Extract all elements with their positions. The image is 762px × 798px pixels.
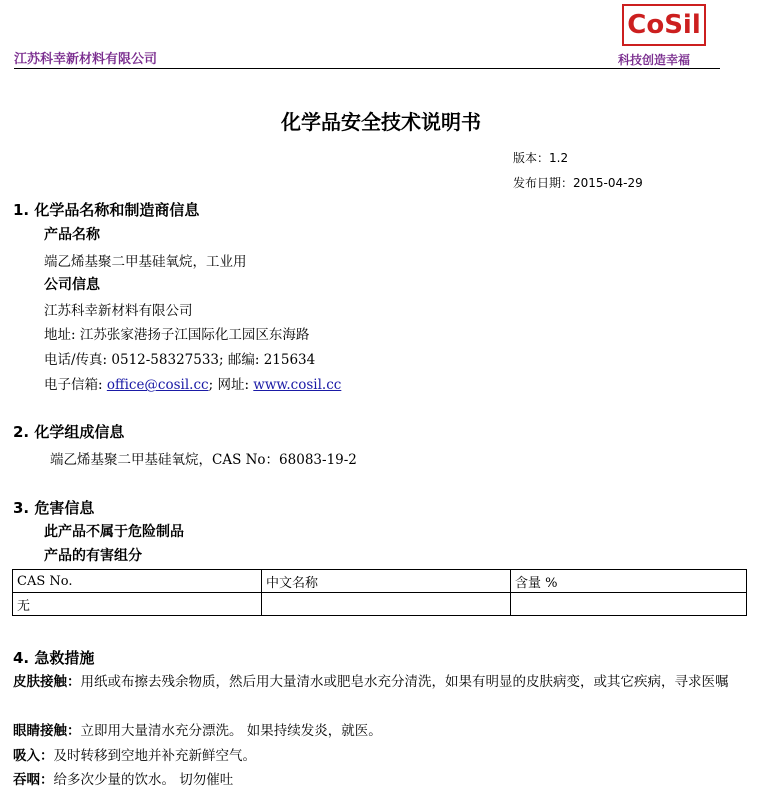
composition-text: 端乙烯基聚二甲基硅氧烷，CAS No：68083-19-2: [50, 452, 357, 468]
hazard-table: [12, 569, 747, 616]
table-header-cell: CAS No.: [13, 570, 262, 593]
table-header-cell: 含量 %: [511, 570, 747, 593]
email-link[interactable]: office@cosil.cc: [106, 377, 209, 393]
product-name-label: 产品名称: [44, 227, 100, 243]
company-phone: 电话/传真: 0512-58327533; 邮编: 215634: [44, 352, 316, 368]
date-value: 2015-04-29: [573, 176, 643, 190]
section-3-heading: 3. 危害信息: [13, 499, 95, 517]
inhalation-paragraph: 吸入：及时转移到空地并补充新鲜空气。: [13, 748, 256, 764]
swallow-label: 吞咽：: [13, 772, 54, 788]
version-line: 版本：1.2: [513, 151, 569, 165]
eye-contact-paragraph: 眼睛接触：立即用大量清水充分漂洗。 如果持续发炎，就医。: [13, 723, 382, 739]
hazard-table-title: 产品的有害组分: [44, 548, 142, 564]
section-1-heading: 1. 化学品名称和制造商信息: [13, 201, 200, 219]
logo-slogan: 科技创造幸福: [618, 53, 691, 67]
company-name: 江苏科幸新材料有限公司: [44, 303, 193, 319]
table-cell: [511, 593, 747, 616]
section-2-heading: 2. 化学组成信息: [13, 423, 125, 441]
company-address: 地址: 江苏张家港扬子江国际化工园区东海路: [44, 327, 310, 343]
company-info-label: 公司信息: [44, 277, 100, 293]
table-header-row: [13, 570, 747, 593]
swallow-paragraph: 吞咽：给多次少量的饮水。 切勿催吐: [13, 772, 234, 788]
contact-line: 电子信箱: office@cosil.cc; 网址: www.cosil.cc: [44, 377, 342, 393]
document-title: 化学品安全技术说明书: [281, 110, 481, 134]
table-cell: 无: [13, 593, 262, 616]
hazard-note: 此产品不属于危险制品: [44, 524, 184, 540]
skin-contact-paragraph: 皮肤接触：用纸或布擦去残余物质，然后用大量清水或肥皂水充分清洗，如果有明显的皮肤病变，或其它疾病，寻求医嘱: [13, 674, 729, 690]
inhalation-label: 吸入：: [13, 748, 54, 764]
skin-contact-label: 皮肤接触：: [13, 674, 81, 690]
table-header-cell: 中文名称: [262, 570, 511, 593]
table-cell: [262, 593, 511, 616]
website-link[interactable]: www.cosil.cc: [253, 377, 342, 393]
date-line: 发布日期：2015-04-29: [513, 176, 643, 190]
company-name-header: 江苏科幸新材料有限公司: [14, 52, 158, 67]
version-value: 1.2: [549, 151, 569, 165]
header-divider: [14, 68, 720, 69]
cosil-logo: CoSil: [622, 4, 706, 46]
eye-contact-label: 眼睛接触：: [13, 723, 81, 739]
table-row: [13, 593, 747, 616]
product-name: 端乙烯基聚二甲基硅氧烷，工业用: [44, 254, 247, 270]
section-4-heading: 4. 急救措施: [13, 649, 95, 667]
